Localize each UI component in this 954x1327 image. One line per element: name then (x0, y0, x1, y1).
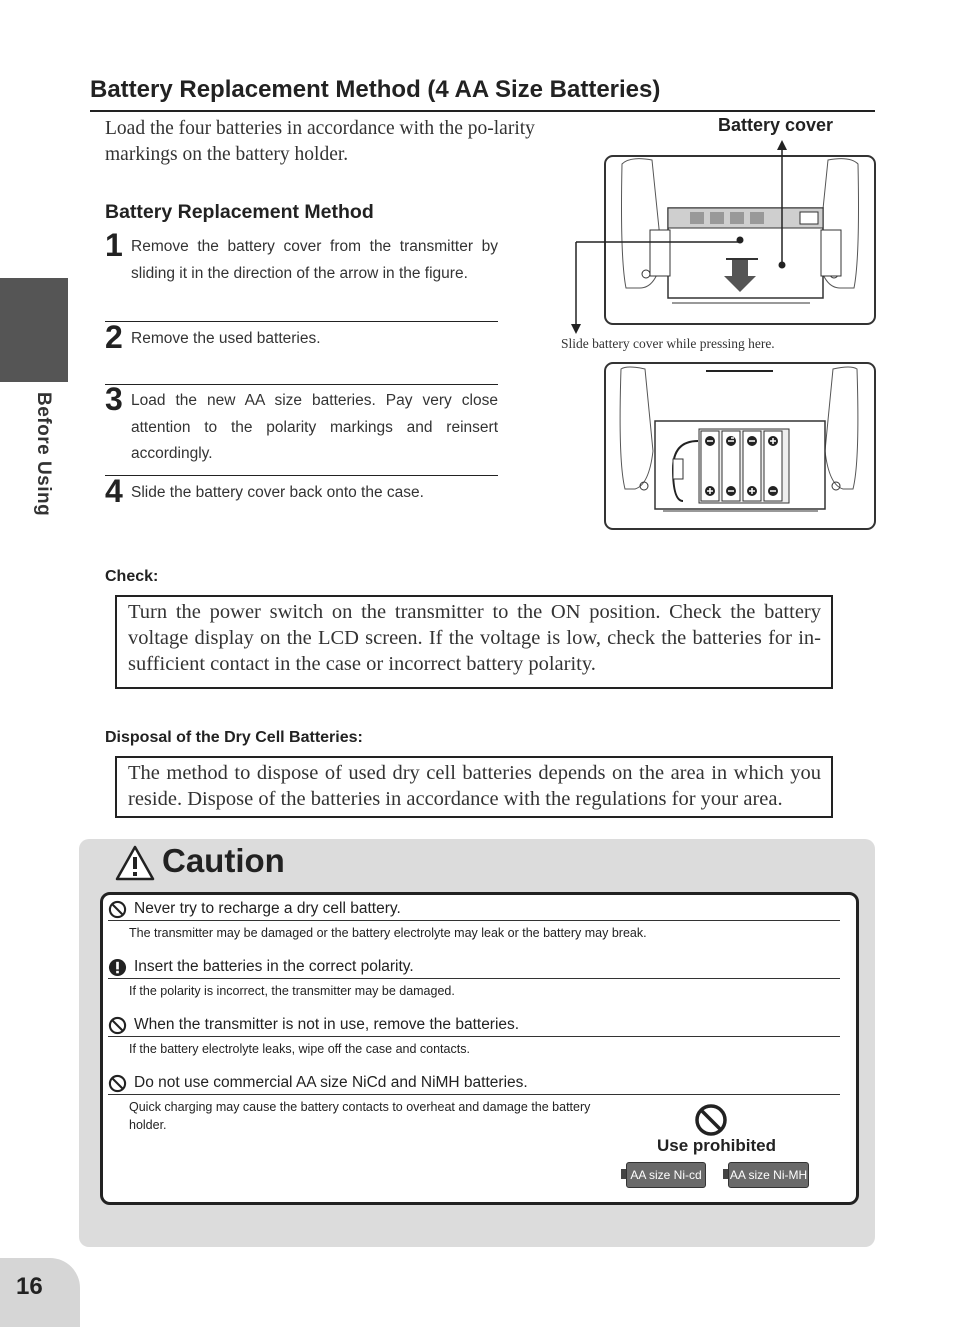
caution-item-body: If the polarity is incorrect, the transmitter may be damaged. (129, 984, 455, 998)
caution-item-heading: Do not use commercial AA size NiCd and NiMH batteries. (134, 1074, 528, 1091)
caution-title: Caution (162, 842, 285, 879)
caution-item-body: If the battery electrolyte leaks, wipe off the case and contacts. (129, 1042, 470, 1056)
caution-item-body: Quick charging may cause the battery contacts to overheat and damage the battery holder. (129, 1100, 591, 1132)
caution-item (108, 957, 840, 1000)
figure-caption: Slide battery cover while pressing here. (561, 336, 775, 351)
prohibited-icon (694, 1103, 728, 1137)
step-number: 2 (105, 319, 123, 355)
caution-item-head (108, 957, 840, 979)
caution-item-body: The transmitter may be damaged or the battery electrolyte may leak or the battery may break. (129, 926, 647, 940)
battery-cover-label: Battery cover (718, 115, 834, 135)
section-tab (0, 278, 68, 382)
caution-item (108, 1015, 840, 1058)
step-number: 4 (105, 473, 123, 509)
nimh-battery: AA size Ni-MH (728, 1162, 809, 1188)
step-4 (105, 473, 498, 509)
mandatory-icon (108, 958, 127, 977)
page-title: Battery Replacement Method (4 AA Size Batteries) (90, 76, 661, 103)
caution-item-head (108, 1015, 840, 1037)
intro-text: Load the four batteries in accordance with the po-larity markings on the battery holder. (105, 118, 535, 165)
disposal-heading: Disposal of the Dry Cell Batteries: (105, 729, 363, 746)
check-box: Turn the power switch on the transmitter to the ON position. Check the battery voltage display on the LCD screen. If the voltage is low, check the batteries for in-sufficient contact in the case or incorrect battery polarity. (115, 595, 833, 689)
title-rule (90, 110, 875, 112)
step-1 (105, 227, 498, 287)
step-text: Slide the battery cover back onto the case. (131, 484, 424, 501)
section-label: Before Using (33, 392, 54, 517)
divider (105, 475, 498, 476)
battery-cover-illustration (560, 138, 880, 338)
step-text: Remove the used batteries. (131, 330, 321, 347)
use-prohibited-label: Use prohibited (657, 1136, 777, 1155)
caution-item-heading: Never try to recharge a dry cell battery. (134, 900, 401, 917)
method-heading: Battery Replacement Method (105, 201, 374, 223)
step-2 (105, 319, 498, 355)
step-number: 3 (105, 381, 123, 417)
warning-icon (114, 844, 156, 882)
step-number: 1 (105, 227, 123, 263)
step-text: Remove the battery cover from the transmitter by sliding it in the direction of the arrow in the figure. (131, 238, 498, 282)
step-text: Load the new AA size batteries. Pay very close attention to the polarity markings and reinsert accordingly. (131, 392, 498, 462)
divider (105, 384, 498, 385)
battery-holder-illustration (603, 361, 877, 531)
caution-item-heading: Insert the batteries in the correct polarity. (134, 958, 414, 975)
caution-item (108, 1073, 840, 1134)
prohibited-icon (108, 900, 127, 919)
caution-item-head (108, 1073, 840, 1095)
prohibited-icon (108, 1016, 127, 1035)
check-heading: Check: (105, 568, 159, 585)
caution-item-head (108, 899, 840, 921)
prohibited-icon (108, 1074, 127, 1093)
page-number: 16 (16, 1273, 43, 1300)
caution-item-heading: When the transmitter is not in use, remove the batteries. (134, 1016, 520, 1033)
nicd-battery: AA size Ni-cd (626, 1162, 706, 1188)
step-3 (105, 381, 498, 468)
divider (105, 321, 498, 322)
disposal-box: The method to dispose of used dry cell batteries depends on the area in which you reside. Dispose of the batteries in accordance with the regulations for your area. (115, 756, 833, 818)
caution-item (108, 899, 840, 942)
